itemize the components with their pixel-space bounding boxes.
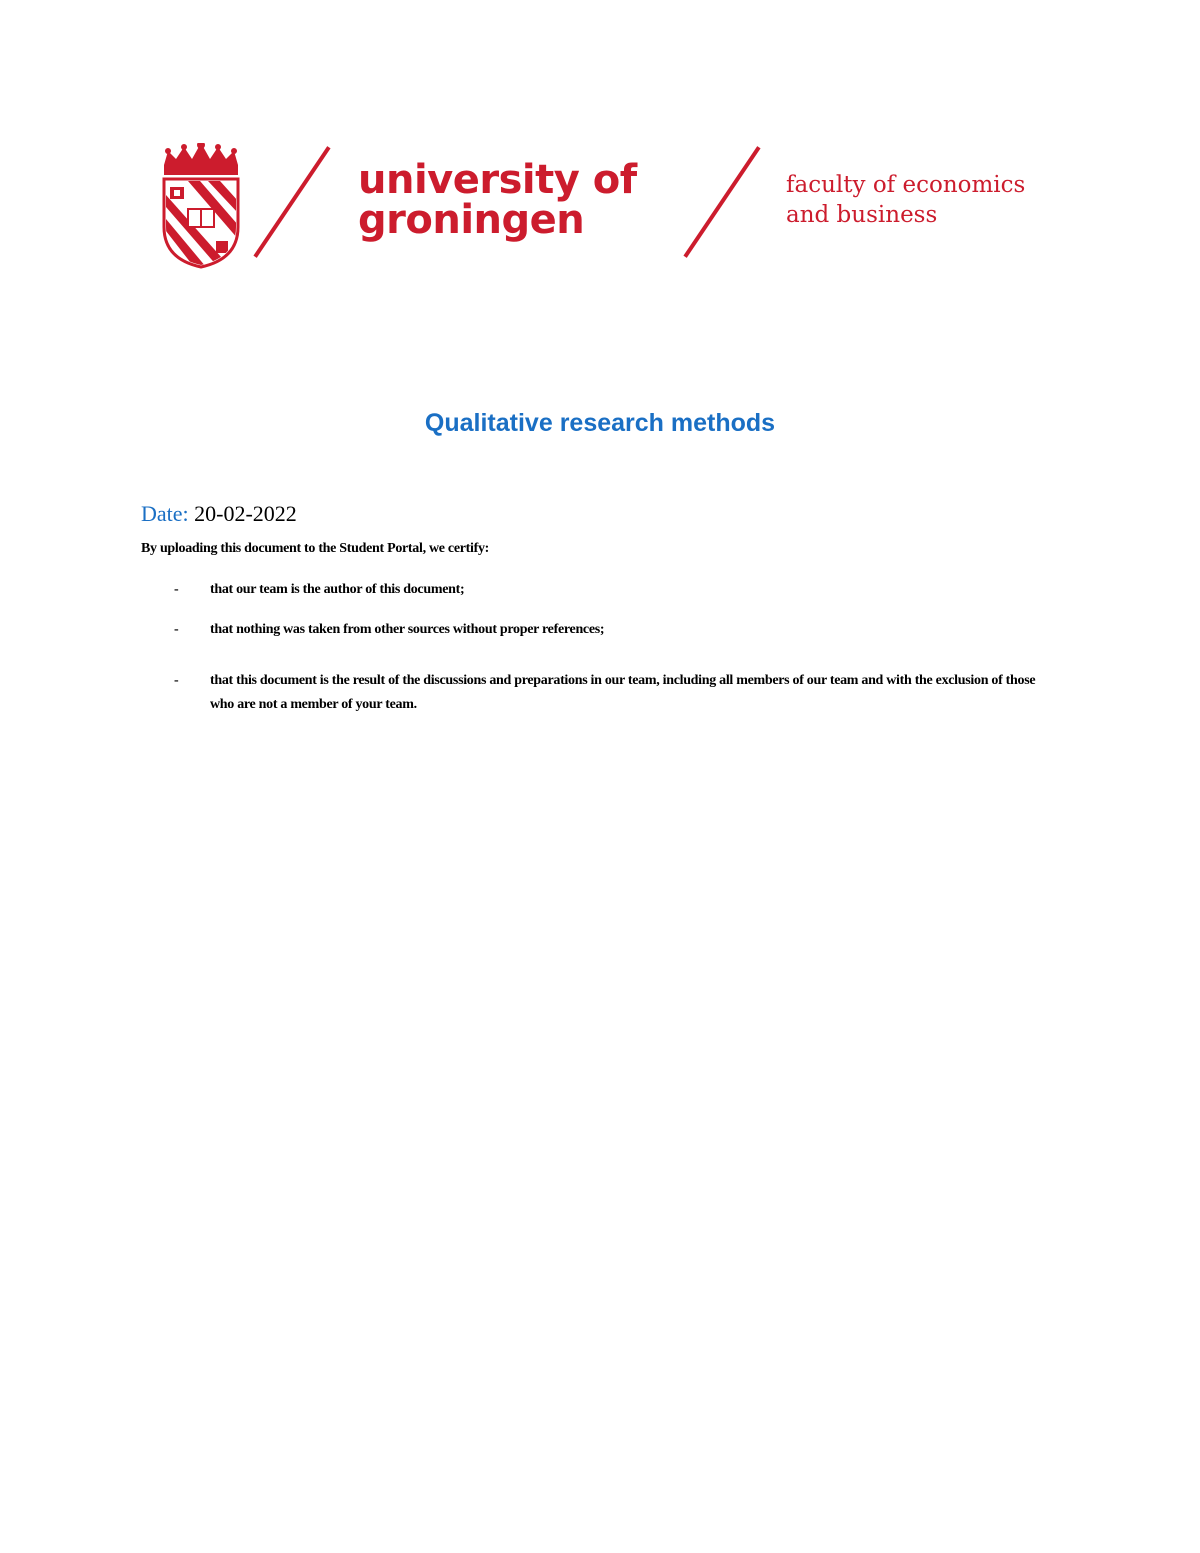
date-value: 20-02-2022	[194, 501, 297, 526]
list-item	[174, 618, 1054, 642]
university-crest-icon	[158, 143, 244, 269]
certify-intro: By uploading this document to the Student Portal, we certify:	[141, 541, 490, 556]
document-title: Qualitative research methods	[424, 409, 776, 437]
university-name-line-2: groningen	[358, 197, 585, 243]
faculty-name-line-2: and business	[786, 202, 938, 228]
university-name-line-1: university of	[358, 157, 637, 203]
faculty-wordmark	[786, 170, 1025, 230]
bullet-dash: -	[174, 622, 179, 637]
university-wordmark	[358, 157, 637, 243]
list-item	[174, 578, 1054, 602]
date-line	[141, 501, 297, 527]
bullet-dash: -	[174, 673, 179, 688]
list-item	[174, 669, 1054, 717]
list-item-text: that our team is the author of this document;	[210, 582, 465, 597]
list-item-text: that nothing was taken from other sources without proper references;	[210, 622, 605, 637]
list-item-text: that this document is the result of the discussions and preparations in our team, including all members of our team and with the exclusion of those who are not a member of your team.	[210, 673, 1036, 712]
date-label: Date:	[141, 501, 189, 526]
faculty-name-line-1: faculty of economics	[786, 172, 1026, 198]
bullet-dash: -	[174, 582, 179, 597]
